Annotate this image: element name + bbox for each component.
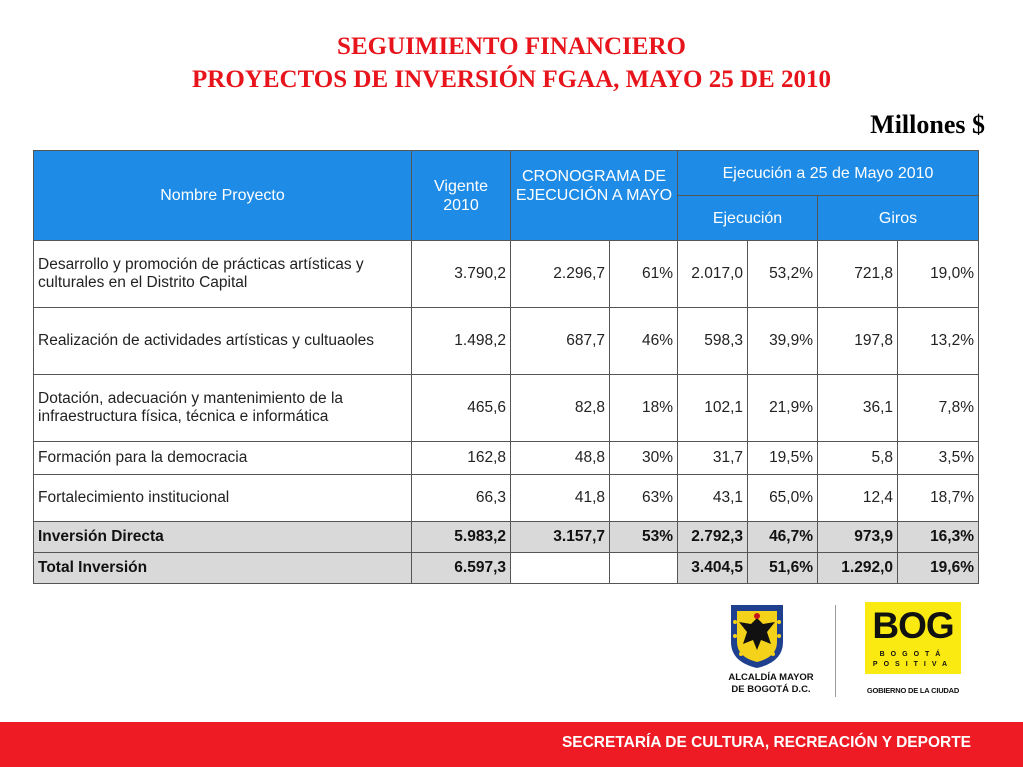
page-title: SEGUIMIENTO FINANCIERO [337, 33, 686, 60]
cell-ejec: 31,7 [678, 442, 748, 475]
cell-crono-pct: 30% [610, 442, 678, 475]
cell-crono: 48,8 [511, 442, 610, 475]
cell-name: Fortalecimiento institucional [34, 475, 412, 522]
logo-divider [835, 605, 836, 697]
cell-giros-pct: 19,6% [898, 553, 979, 584]
table-row [34, 442, 979, 475]
cell-vigente: 3.790,2 [412, 241, 511, 308]
cell-vigente: 162,8 [412, 442, 511, 475]
cell-name: Realización de actividades artísticas y cultuaoles [34, 308, 412, 375]
bog-wordmark: BOG [872, 605, 954, 646]
header-ejecucion: Ejecución [678, 196, 818, 241]
header-cronograma: CRONOGRAMA DE EJECUCIÓN A MAYO [511, 151, 678, 241]
financial-table [33, 150, 979, 584]
cell-crono: 687,7 [511, 308, 610, 375]
cell-name: Desarrollo y promoción de prácticas artísticas y culturales en el Distrito Capital [34, 241, 412, 308]
cell-crono-pct: 63% [610, 475, 678, 522]
cell-crono-pct: 61% [610, 241, 678, 308]
cell-ejec-pct: 19,5% [748, 442, 818, 475]
bog-gov-text: GOBIERNO DE LA CIUDAD [866, 686, 960, 695]
cell-giros-pct: 3,5% [898, 442, 979, 475]
cell-vigente: 6.597,3 [412, 553, 511, 584]
coat-of-arms-icon [727, 602, 787, 670]
table-row [34, 375, 979, 442]
cell-crono: 3.157,7 [511, 522, 610, 553]
units-label: Millones $ [870, 110, 985, 139]
cell-crono-pct: 46% [610, 308, 678, 375]
cell-giros-pct: 16,3% [898, 522, 979, 553]
cell-vigente: 465,6 [412, 375, 511, 442]
cell-giros: 197,8 [818, 308, 898, 375]
cell-name: Dotación, adecuación y mantenimiento de la infraestructura física, técnica e informática [34, 375, 412, 442]
alcaldia-name [700, 672, 842, 696]
cell-name: Formación para la democracia [34, 442, 412, 475]
table-row [34, 308, 979, 375]
alcaldia-logo [700, 600, 840, 705]
cell-ejec-pct: 53,2% [748, 241, 818, 308]
cell-crono [511, 553, 610, 584]
cell-crono-pct: 18% [610, 375, 678, 442]
cell-giros: 5,8 [818, 442, 898, 475]
cell-name: Inversión Directa [34, 522, 412, 553]
cell-giros: 721,8 [818, 241, 898, 308]
cell-ejec: 2.792,3 [678, 522, 748, 553]
cell-ejec: 3.404,5 [678, 553, 748, 584]
cell-giros-pct: 7,8% [898, 375, 979, 442]
header-ejecucion-group: Ejecución a 25 de Mayo 2010 [678, 151, 979, 196]
cell-giros-pct: 18,7% [898, 475, 979, 522]
cell-giros: 12,4 [818, 475, 898, 522]
cell-ejec: 43,1 [678, 475, 748, 522]
cell-giros: 1.292,0 [818, 553, 898, 584]
logos [700, 600, 970, 705]
alcaldia-line1: ALCALDÍA MAYOR [728, 672, 814, 683]
page-subtitle: PROYECTOS DE INVERSIÓN FGAA, MAYO 25 DE 2010 [192, 66, 831, 93]
cell-giros-pct: 13,2% [898, 308, 979, 375]
table-row [34, 241, 979, 308]
footer-bar [0, 722, 1023, 767]
cell-giros-pct: 19,0% [898, 241, 979, 308]
cell-giros: 973,9 [818, 522, 898, 553]
footer-text: SECRETARÍA DE CULTURA, RECREACIÓN Y DEPORTE [561, 734, 971, 751]
cell-ejec: 2.017,0 [678, 241, 748, 308]
cell-giros: 36,1 [818, 375, 898, 442]
cell-ejec: 102,1 [678, 375, 748, 442]
total-row [34, 553, 979, 584]
header-giros: Giros [818, 196, 979, 241]
cell-ejec-pct: 46,7% [748, 522, 818, 553]
cell-vigente: 66,3 [412, 475, 511, 522]
alcaldia-line2: DE BOGOTÁ D.C. [731, 684, 811, 695]
bog-sub2: POSITIVA [872, 661, 954, 668]
cell-name: Total Inversión [34, 553, 412, 584]
cell-ejec-pct: 21,9% [748, 375, 818, 442]
cell-crono-pct [610, 553, 678, 584]
subtotal-row [34, 522, 979, 553]
cell-crono-pct: 53% [610, 522, 678, 553]
cell-vigente: 1.498,2 [412, 308, 511, 375]
cell-crono: 2.296,7 [511, 241, 610, 308]
cell-crono: 82,8 [511, 375, 610, 442]
header-vigente: Vigente 2010 [412, 151, 511, 241]
bogota-positiva-logo [865, 602, 961, 674]
cell-ejec-pct: 39,9% [748, 308, 818, 375]
cell-crono: 41,8 [511, 475, 610, 522]
header-nombre-proyecto: Nombre Proyecto [34, 151, 412, 241]
table-row [34, 475, 979, 522]
bog-sub1: BOGOTÁ [879, 651, 947, 658]
cell-ejec: 598,3 [678, 308, 748, 375]
cell-ejec-pct: 51,6% [748, 553, 818, 584]
cell-ejec-pct: 65,0% [748, 475, 818, 522]
cell-vigente: 5.983,2 [412, 522, 511, 553]
